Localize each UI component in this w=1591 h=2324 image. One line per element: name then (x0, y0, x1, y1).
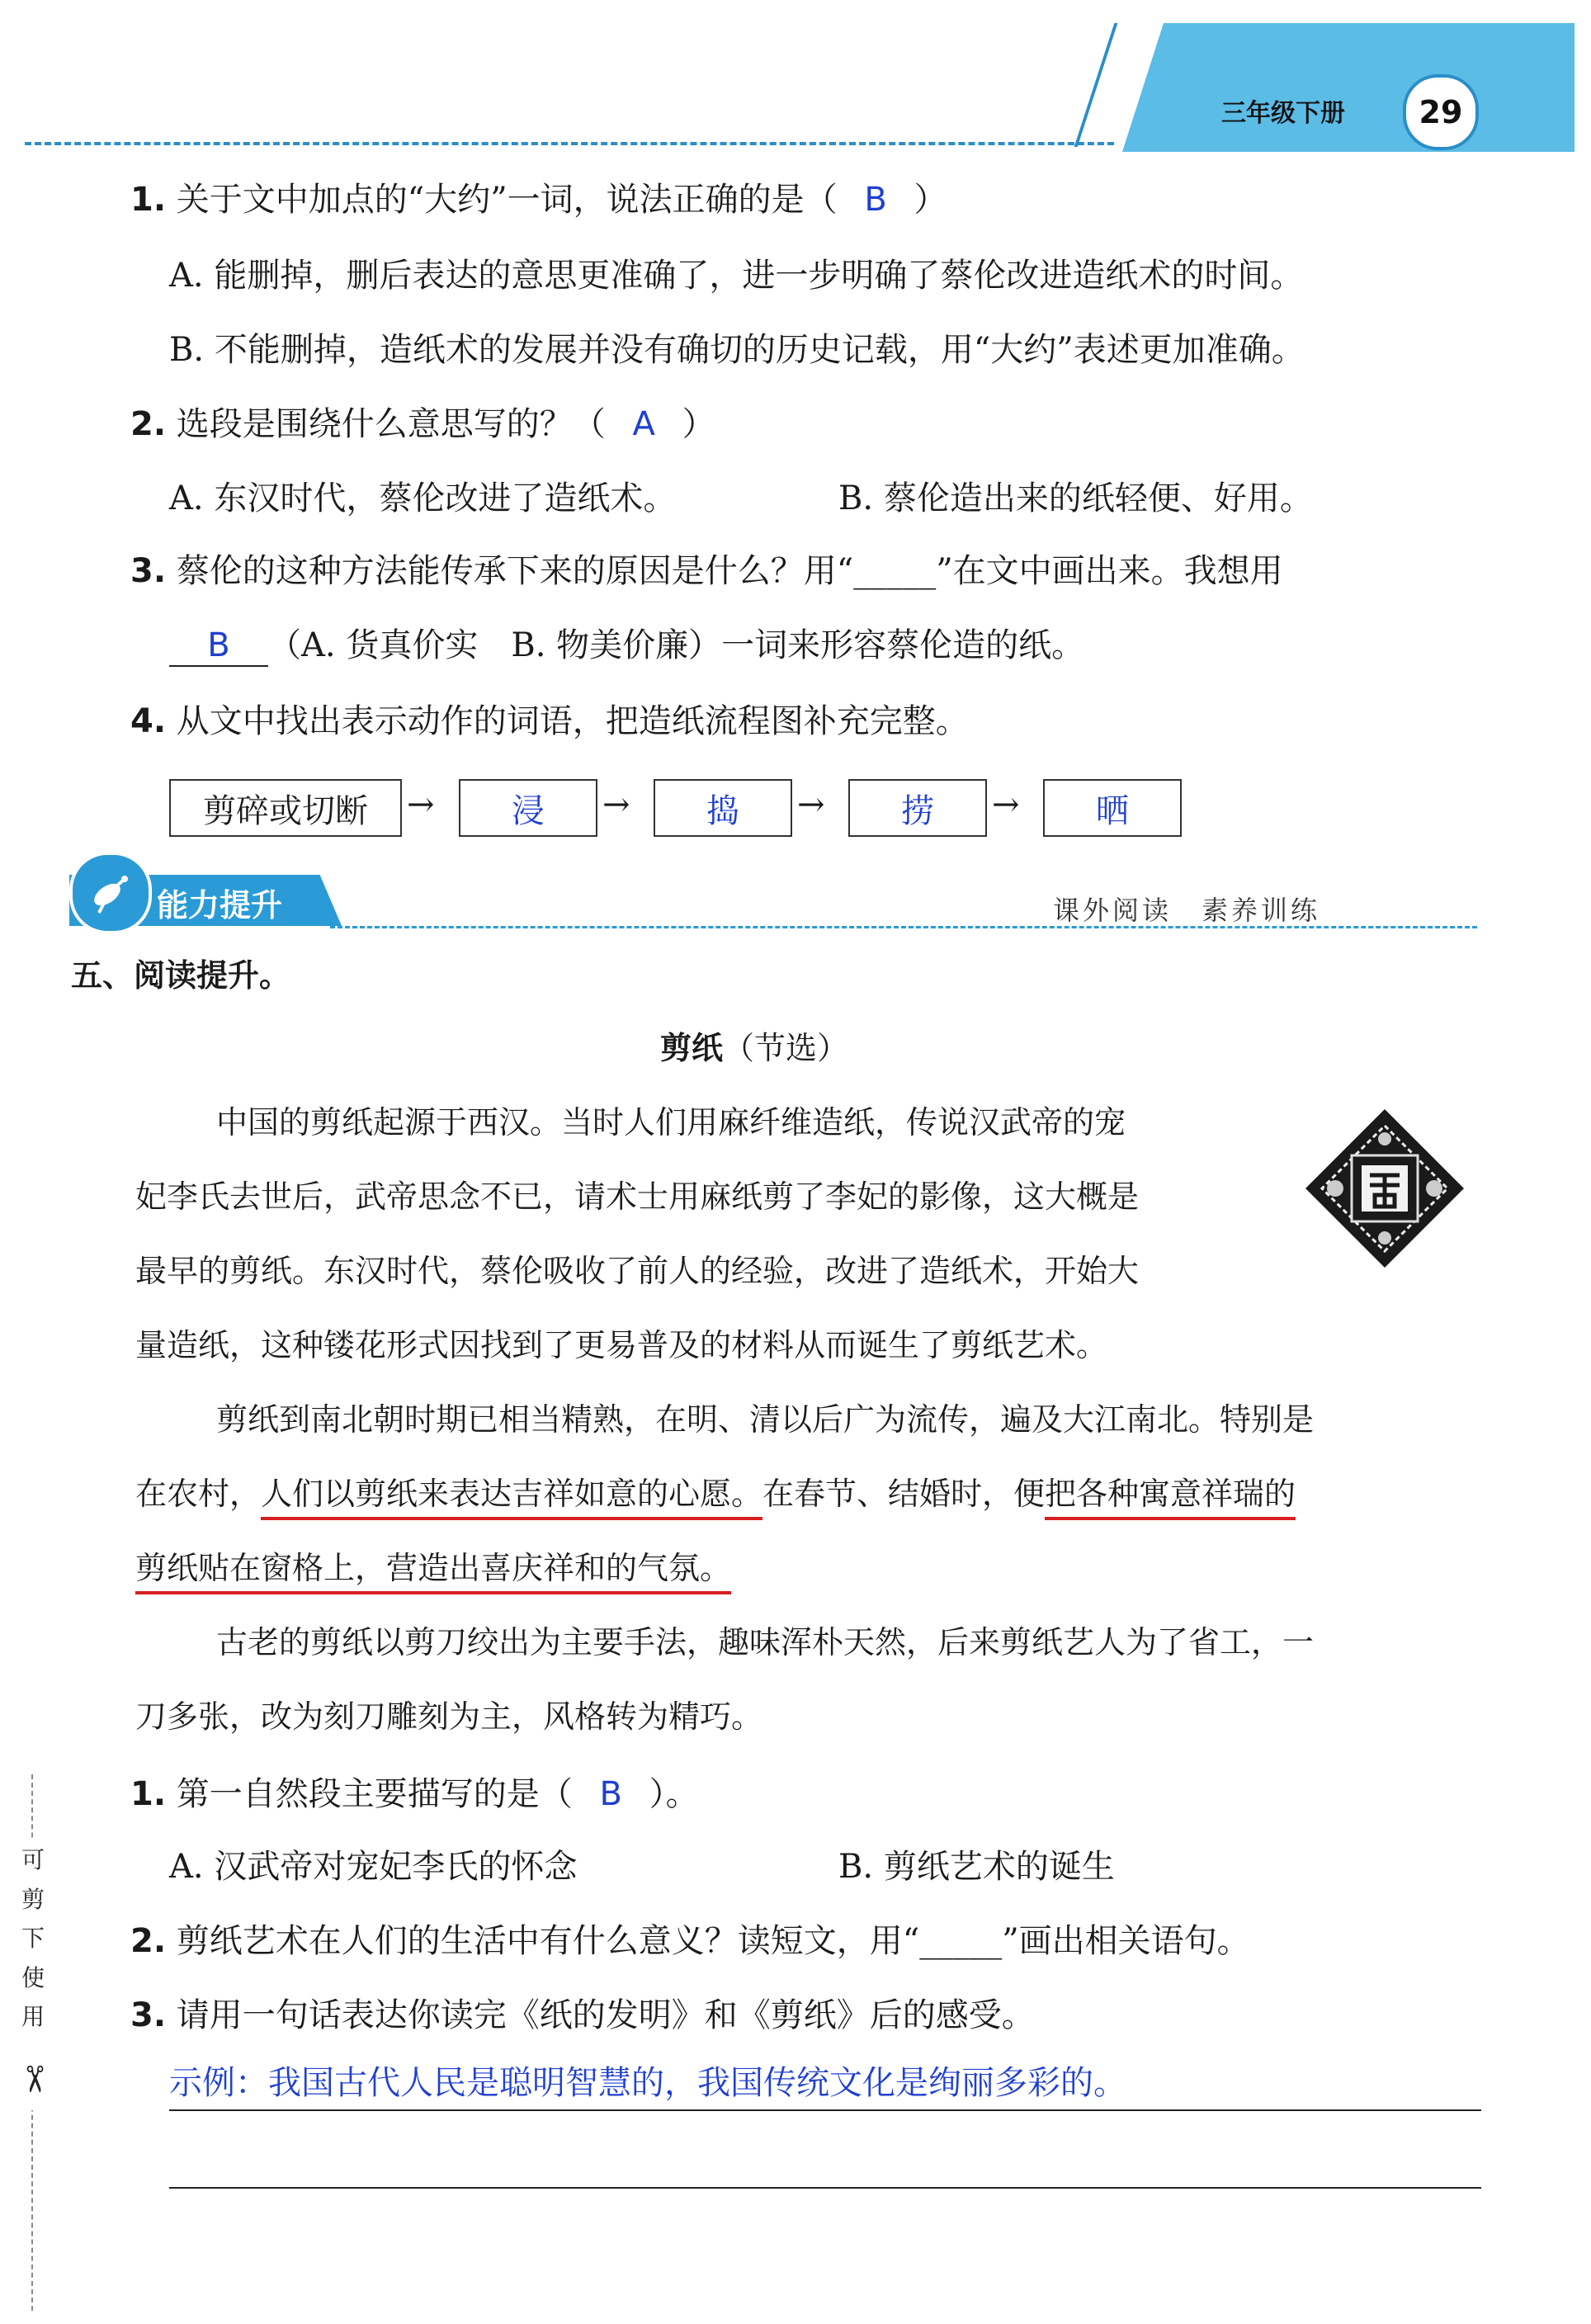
page-number: 29 (1403, 74, 1479, 150)
question-1 (130, 180, 947, 220)
cut-label-char: 使 (21, 1963, 45, 1991)
answer: B (864, 181, 887, 219)
underlined-sentence: 剪纸贴在窗格上，营造出喜庆祥和的气氛。 (135, 1550, 731, 1594)
cut-label-char: 剪 (21, 1885, 45, 1913)
question-close: ） (682, 405, 715, 443)
cut-label-char: 用 (21, 2003, 45, 2031)
passage-p3-line2: 刀多张，改为刻刀雕刻为主，风格转为精巧。 (135, 1698, 763, 1735)
question-text: 剪纸艺术在人们的生活中有什么意义？读短文，用“_____”画出相关语句。 (176, 1922, 1250, 1960)
reading-question-2 (130, 1921, 1250, 1961)
cut-label-char: 下 (21, 1925, 45, 1953)
question-text: 请用一句话表达你读完《纸的发明》和《剪纸》后的感受。 (176, 1996, 1035, 2034)
question-1-option-b: B. 不能删掉，造纸术的发展并没有确切的历史记载，用“大约”表述更加准确。 (169, 331, 1305, 369)
question-2-option-b: B. 蔡伦造出来的纸轻便、好用。 (838, 479, 1313, 517)
papercut-fu-image (1302, 1106, 1467, 1271)
passage-text: 在农村， (135, 1476, 262, 1512)
answer: B (169, 626, 268, 667)
flow-step-1: 剪碎或切断 (169, 779, 402, 837)
grade-label: 三年级下册 (1221, 99, 1345, 128)
ability-subtitle: 课外阅读 素养训练 (1053, 895, 1321, 926)
scissors-icon: ✂ (12, 2063, 55, 2095)
passage-p1-line1: 中国的剪纸起源于西汉。当时人们用麻纤维造纸，传说汉武帝的宠 (216, 1104, 1126, 1141)
reading-question-1 (130, 1774, 699, 1814)
question-3 (130, 551, 1283, 591)
question-text: 蔡伦的这种方法能传承下来的原因是什么？用“_____”在文中画出来。我想用 (176, 552, 1283, 590)
passage-p1-line2: 妃李氏去世后，武帝思念不已，请术士用麻纸剪了李妃的影像，这大概是 (135, 1179, 1140, 1215)
reading-question-3-answer: 示例：我国古代人民是聪明智慧的，我国传统文化是绚丽多彩的。 (169, 2064, 1126, 2102)
cut-label-char: 可 (21, 1846, 45, 1873)
question-number: 3. (130, 1996, 167, 2034)
reading-question-1-option-b: B. 剪纸艺术的诞生 (838, 1848, 1115, 1886)
passage-p2-line1: 剪纸到南北朝时期已相当精熟，在明、清以后广为流传，遍及大江南北。特别是 (216, 1401, 1315, 1438)
question-number: 2. (130, 405, 167, 443)
flow-step-5: 晒 (1043, 779, 1182, 837)
flow-arrow: → (602, 786, 630, 824)
question-2 (130, 404, 715, 444)
question-4 (130, 701, 969, 741)
flow-step-4: 捞 (848, 779, 987, 837)
answer-line (169, 2187, 1481, 2189)
header-tab (1122, 23, 1574, 152)
cut-label (12, 1840, 55, 2110)
question-number: 2. (130, 1922, 167, 1960)
passage-text: 在春节、结婚时，便 (762, 1476, 1046, 1512)
passage-title (660, 1030, 848, 1068)
flow-step-3: 捣 (654, 779, 792, 837)
passage-title-text: 剪纸 (660, 1030, 724, 1066)
reading-question-1-option-a: A. 汉武帝对宠妃李氏的怀念 (169, 1848, 578, 1886)
header-dashed-rule (25, 142, 1114, 145)
passage-p1-line3: 最早的剪纸。东汉时代，蔡伦吸收了前人的经验，改进了造纸术，开始大 (135, 1253, 1140, 1289)
question-3-line2 (169, 626, 1084, 667)
header-slash-line (1074, 23, 1118, 147)
question-1-option-a: A. 能删掉，删后表达的意思更准确了，进一步明确了蔡伦改进造纸术的时间。 (169, 257, 1304, 295)
section-heading: 五、阅读提升。 (71, 957, 291, 994)
question-text: 第一自然段主要描写的是（ (176, 1775, 573, 1813)
flow-arrow: → (992, 786, 1020, 824)
question-number: 3. (130, 552, 167, 590)
ability-title: 能力提升 (157, 887, 283, 923)
question-text: （A. 货真价实 B. 物美价廉）一词来形容蔡伦造的纸。 (268, 626, 1085, 664)
answer: B (599, 1775, 622, 1813)
underlined-sentence: 人们以剪纸来表达吉祥如意的心愿。 (261, 1476, 762, 1520)
satellite-dish-icon (69, 852, 152, 934)
question-close: ） (914, 181, 947, 219)
flow-step-2: 浸 (459, 779, 597, 837)
question-text: 从文中找出表示动作的词语，把造纸流程图补充完整。 (176, 702, 969, 740)
passage-p2-line2 (135, 1476, 1296, 1514)
passage-p3-line1: 古老的剪纸以剪刀绞出为主要手法，趣味浑朴天然，后来剪纸艺人为了省工，一 (216, 1624, 1315, 1660)
answer-line (169, 2109, 1481, 2111)
question-2-option-a: A. 东汉时代，蔡伦改进了造纸术。 (169, 479, 677, 517)
passage-title-note: （节选） (723, 1030, 849, 1066)
answer: A (632, 405, 655, 443)
question-text: 选段是围绕什么意思写的？（ (176, 405, 606, 443)
passage-p1-line4: 量造纸，这种镂花形式因找到了更易普及的材料从而诞生了剪纸艺术。 (135, 1327, 1108, 1363)
underlined-sentence: 把各种寓意祥瑞的 (1045, 1476, 1296, 1520)
question-number: 1. (130, 1775, 167, 1813)
flow-arrow: → (407, 786, 435, 824)
question-number: 4. (130, 702, 167, 740)
question-text: 关于文中加点的“大约”一词，说法正确的是（ (176, 181, 838, 219)
question-close: ）。 (649, 1775, 699, 1813)
question-number: 1. (130, 181, 167, 219)
flow-arrow: → (797, 786, 825, 824)
passage-p2-line3 (135, 1550, 731, 1588)
reading-question-3 (130, 1996, 1035, 2035)
